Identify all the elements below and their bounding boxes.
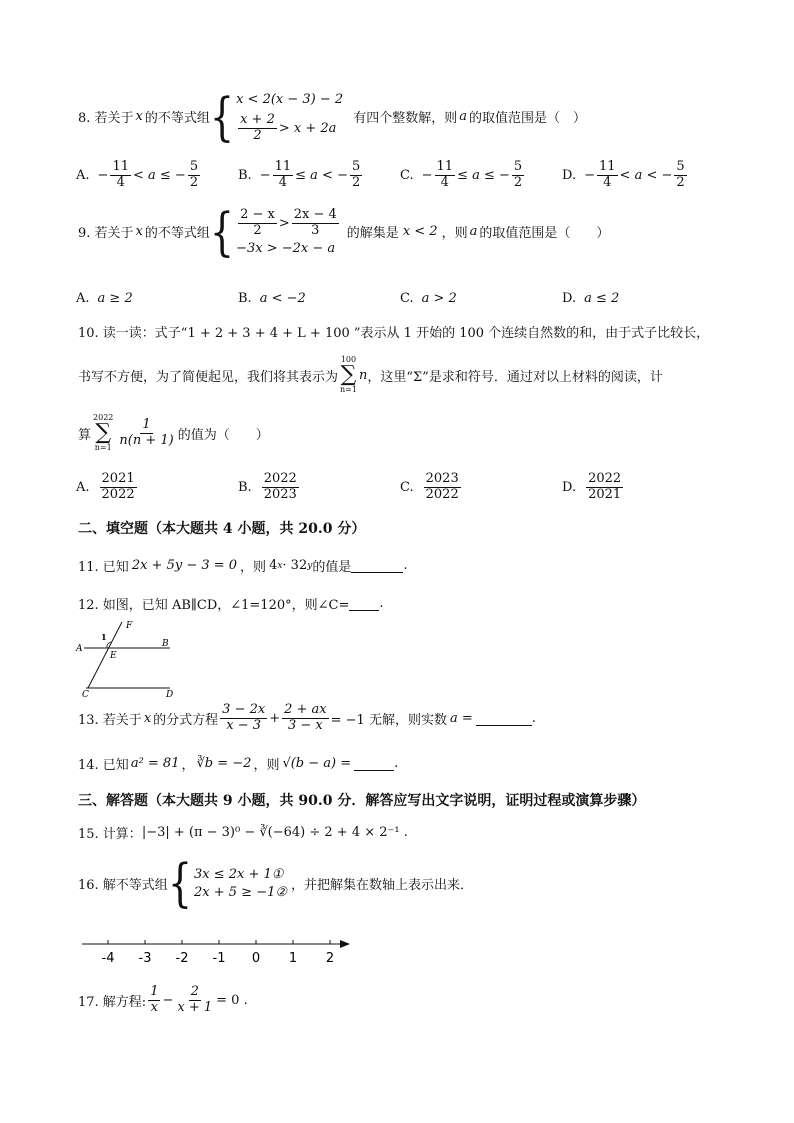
q9-stem-start: 9. 若关于: [78, 226, 134, 242]
q9-option-a[interactable]: A. a ≥ 2: [76, 291, 133, 306]
q14-answer-blank[interactable]: [354, 756, 394, 771]
number-line-tick-label: 0: [251, 951, 261, 966]
q8-stem-mid: 的不等式组: [144, 111, 210, 127]
label-c: C: [82, 690, 89, 698]
q9-stem-mid: 的不等式组: [144, 226, 210, 242]
q10-fraction: $\frac{1}{n(n + 1)}$: [119, 416, 174, 448]
label-b: B: [162, 639, 169, 649]
arrow-right-icon: [340, 940, 350, 948]
q8-line1: x < 2(x − 3) − 2: [236, 92, 344, 107]
q10-line2: 书写不方便，为了简便起见，我们将其表示为 100 ∑ n=1 n ，这里“Σ”是求和符号．通过对以上材料的阅读，计: [78, 355, 663, 394]
q13-answer-blank[interactable]: [476, 711, 532, 726]
label-d: D: [166, 690, 174, 698]
question-14: 14. 已知 a² = 81 ， ∛b = −2 ，则 √(b − a) = .: [78, 756, 399, 773]
q10-line1: 10. 读一读：式子“1 + 2 + 3 + 4 + L + 100 ”表示从 1 开始的 100 个连续自然数的和，由于式子比较长，: [78, 326, 710, 341]
summation-icon: 2022 ∑ n=1: [93, 413, 114, 452]
q9-option-b[interactable]: B. a < −2: [238, 291, 306, 306]
question-17: 17. 解方程: $\frac{1}{x}$ − $\frac{2}{x + 1}$ = 0 .: [78, 984, 248, 1015]
q9-stem-tail: 的解集是: [346, 226, 399, 242]
q8-option-c[interactable]: C. − $\frac{11}{4}$ ≤ a ≤ − $\frac{5}{2}$: [400, 159, 523, 190]
number-line: [78, 934, 358, 970]
question-9: 9. 若关于 x 的不等式组 { $\frac{2 - x}{2}$ > $\frac{2x - 4}{3}$ −3x > −2x − a 的解集是 x < 2 ，则 a 的取值范围是（ ）: [78, 202, 610, 262]
q9-line2: −3x > −2x − a: [236, 240, 336, 256]
question-13: 13. 若关于 x 的分式方程 $\frac{3 - 2x}{x - 3}$ + $\frac{2 + ax}{3 - x}$ = −1 无解，则实数 a = .: [78, 702, 536, 733]
q8-stem-tail: 有四个整数解，则: [353, 111, 458, 127]
q8-inequality-system: [209, 87, 344, 147]
q8-var-x: x: [135, 109, 143, 125]
question-8: [78, 87, 586, 147]
q10-option-d[interactable]: D. $\frac{2022}{2021}$: [562, 471, 622, 502]
number-line-tick-label: -4: [101, 951, 115, 966]
section-3-heading: 三、解答题（本大题共 9 小题，共 90.0 分．解答应写出文字说明，证明过程或演算步骤）: [78, 793, 646, 809]
q8-fraction: $\frac{x + 2}{2}$: [240, 112, 275, 143]
q10-option-a[interactable]: A. $\frac{2021}{2022}$: [76, 471, 135, 502]
number-line-tick-label: 1: [288, 951, 298, 966]
number-line-tick-label: -3: [138, 951, 152, 966]
number-line-tick-label: -1: [212, 951, 226, 966]
q9-option-c[interactable]: C. a > 2: [400, 291, 457, 306]
q8-option-a[interactable]: A. − $\frac{11}{4}$ < a ≤ − $\frac{5}{2}$: [76, 159, 199, 190]
label-1: 1: [101, 632, 107, 642]
q8-line2: $\frac{x + 2}{2}$ > x + 2a: [240, 112, 337, 143]
label-f: F: [126, 621, 133, 631]
q9-option-d[interactable]: D. a ≤ 2: [562, 291, 620, 306]
question-15: 15. 计算： |−3| + (π − 3)⁰ − ∛(−64) ÷ 2 + 4 × 2⁻¹ .: [78, 825, 408, 842]
question-16: 16. 解不等式组 { 3x ≤ 2x + 1① 2x + 5 ≥ −1② ，并把解集在数轴上表示出来．: [78, 853, 474, 913]
summation-icon: 100 ∑ n=1: [340, 355, 357, 394]
q8-option-d[interactable]: D. − $\frac{11}{4}$ < a < − $\frac{5}{2}$: [562, 159, 685, 190]
q9-inequality-system: [209, 202, 341, 262]
q9-var-x: x: [135, 224, 143, 240]
q12-figure: [74, 618, 184, 698]
section-2-heading: 二、填空题（本大题共 4 小题，共 20.0 分）: [78, 521, 366, 537]
left-brace-icon: {: [167, 853, 192, 913]
label-e: E: [110, 651, 117, 661]
q12-answer-blank[interactable]: [349, 596, 379, 611]
left-brace-icon: {: [209, 87, 235, 147]
q10-option-c[interactable]: C. $\frac{2023}{2022}$: [400, 471, 459, 502]
q8-stem-start: 8. 若关于: [78, 111, 134, 127]
number-line-tick-label: 2: [325, 951, 335, 966]
q11-answer-blank[interactable]: [351, 558, 403, 573]
q8-stem-tail2: 的取值范围是（ ）: [468, 111, 586, 127]
left-brace-icon: {: [209, 202, 235, 262]
q8-var-a: a: [459, 109, 467, 125]
label-a: A: [76, 644, 83, 654]
q9-solution: x < 2: [402, 224, 438, 240]
question-12: 12. 如图，已知 AB∥CD，∠1=120°，则∠C= .: [78, 596, 384, 613]
q9-line1: $\frac{2 - x}{2}$ > $\frac{2x - 4}{3}$: [240, 207, 337, 238]
question-11: 11. 已知 2x + 5y − 3 = 0 ，则 4 x · 32 y 的值是 .: [78, 558, 408, 575]
q16-inequality-system: { 3x ≤ 2x + 1① 2x + 5 ≥ −1②: [167, 853, 288, 913]
q10-option-b[interactable]: B. $\frac{2022}{2023}$: [238, 471, 297, 502]
q8-option-b[interactable]: B. − $\frac{11}{4}$ ≤ a < − $\frac{5}{2}$: [238, 159, 361, 190]
number-line-tick-label: -2: [175, 951, 189, 966]
q10-line3: 算 2022 ∑ n=1 $\frac{1}{n(n + 1)}$ 的值为（ ）: [78, 413, 269, 452]
